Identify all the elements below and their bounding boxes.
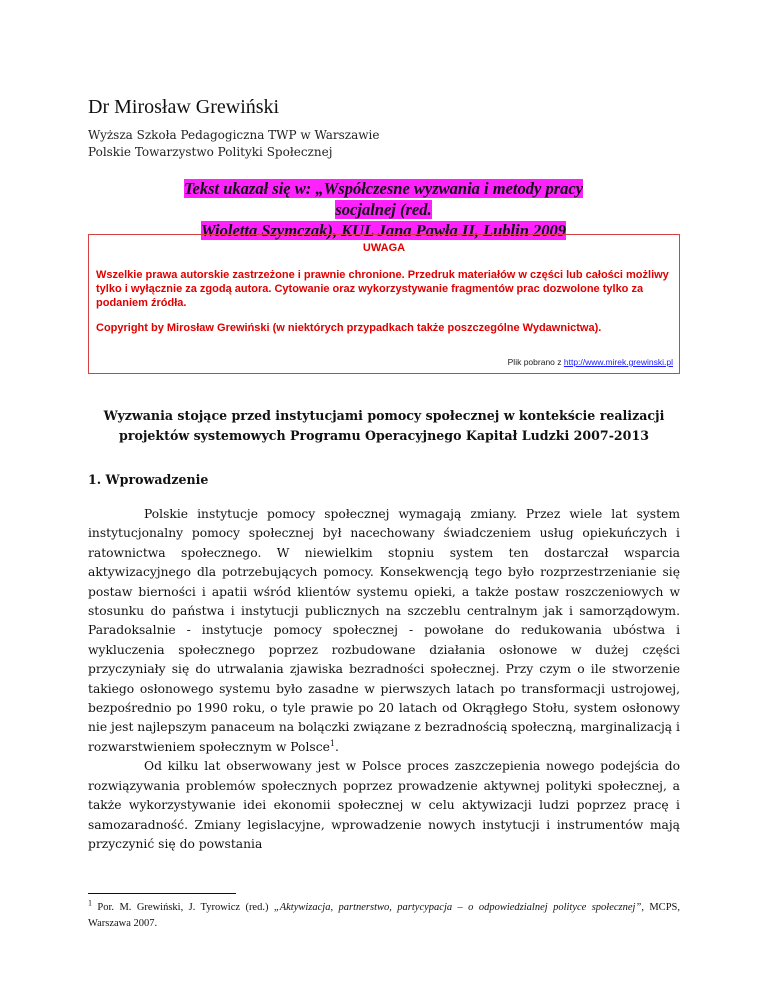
publication-notice [176, 178, 591, 241]
publication-notice-line-1: Tekst ukazał się w: „Współczesne wyzwania i metody pracy socjalnej (red. [183, 179, 584, 219]
affiliation-society: Polskie Towarzystwo Polityki Społecznej [88, 145, 333, 159]
footnote-divider [88, 893, 236, 894]
article-title: Wyzwania stojące przed instytucjami pomocy społecznej w kontekście realizacji projektów systemowych Programu Operacyjnego Kapitał Ludzki 2007-2013 [103, 408, 665, 443]
footnote-text-after: , MCPS, Warszawa 2007. [88, 902, 680, 929]
footnote-text-before: Por. M. Grewiński, J. Tyrowicz (red.) [92, 902, 274, 913]
footnote-number: 1 [88, 898, 92, 908]
paragraph-1-text: Polskie instytucje pomocy społecznej wymagają zmiany. Przez wiele lat system instytucjonalny pomocy społecznej był nacechowany świadczeniem usług opiekuńczych i ratownictwa społecznego. W niewielkim stopniu system ten dostarczał wsparcia aktywizacyjnego dla potrzebujących pomocy. Konsekwencją tego było rozprzestrzenianie się postaw bierności i apatii wśród klientów systemu opieki, a także postaw roszczeniowych w stosunku do państwa i instytucji publicznych na szczeblu centralnym jak i samorządowym. Paradoksalnie - instytucje pomocy społecznej - powołane do redukowania ubóstwa i wykluczenia społecznego poprzez rozbudowane działania osłonowe w dużej części przyczyniały się do utrwalania zjawiska bezradności społecznej. Przy czym o ile stworzenie takiego osłonowego systemu było zasadne w pierwszych latach po transformacji ustrojowej, bezpośrednio po 1990 roku, o tyle prawie po 20 latach od Okrągłego Stołu, system osłonowy nie jest najlepszym panaceum na bolączki związane z bezradnością społeczną, marginalizacją i rozwarstwieniem społecznym w Polsce [88, 507, 680, 754]
footnote [88, 900, 680, 932]
footnote-cited-title: „Aktywizacja, partnerstwo, partycypacja – o odpowiedzialnej polityce społecznej” [273, 902, 642, 913]
publication-notice-line-2: Wioletta Szymczak), KUL Jana Pawła II, Lublin 2009 [200, 221, 566, 240]
paragraph-1-end: . [334, 739, 339, 754]
copyright-warning-box [88, 234, 680, 374]
warning-copyright: Copyright by Mirosław Grewiński (w niektórych przypadkach także poszczególne Wydawnictwa). [96, 322, 602, 334]
affiliation-university: Wyższa Szkoła Pedagogiczna TWP w Warszawie [88, 128, 380, 142]
warning-body: Wszelkie prawa autorskie zastrzeżone i prawnie chronione. Przedruk materiałów w części lub całości możliwy tylko i wyłącznie za zgodą autora. Cytowanie oraz wykorzystywanie fragmentów prac dozwolone tylko za podaniem źródła. [96, 269, 669, 309]
source-prefix: Plik pobrano z [507, 357, 564, 367]
source-line [508, 357, 673, 367]
article-body [88, 505, 680, 854]
warning-title: UWAGA [362, 242, 406, 254]
paragraph-2: Od kilku lat obserwowany jest w Polsce proces zaszczepienia nowego podejścia do rozwiązywania problemów społecznych poprzez prowadzenie aktywnej polityki społecznej, a także wykorzystywanie idei ekonomii społecznej w celu aktywizacji ludzi poprzez pracę i samozaradność. Zmiany legislacyjne, wprowadzenie nowych instytucji i instrumentów mają przyczynić się do powstania [88, 759, 680, 851]
paragraph-1 [88, 505, 680, 757]
footnote-ref[interactable]: 1 [329, 738, 335, 748]
section-heading: 1. Wprowadzenie [88, 472, 209, 487]
author-name: Dr Mirosław Grewiński [88, 96, 280, 118]
source-link[interactable]: http://www.mirek.grewinski.pl [563, 357, 673, 367]
